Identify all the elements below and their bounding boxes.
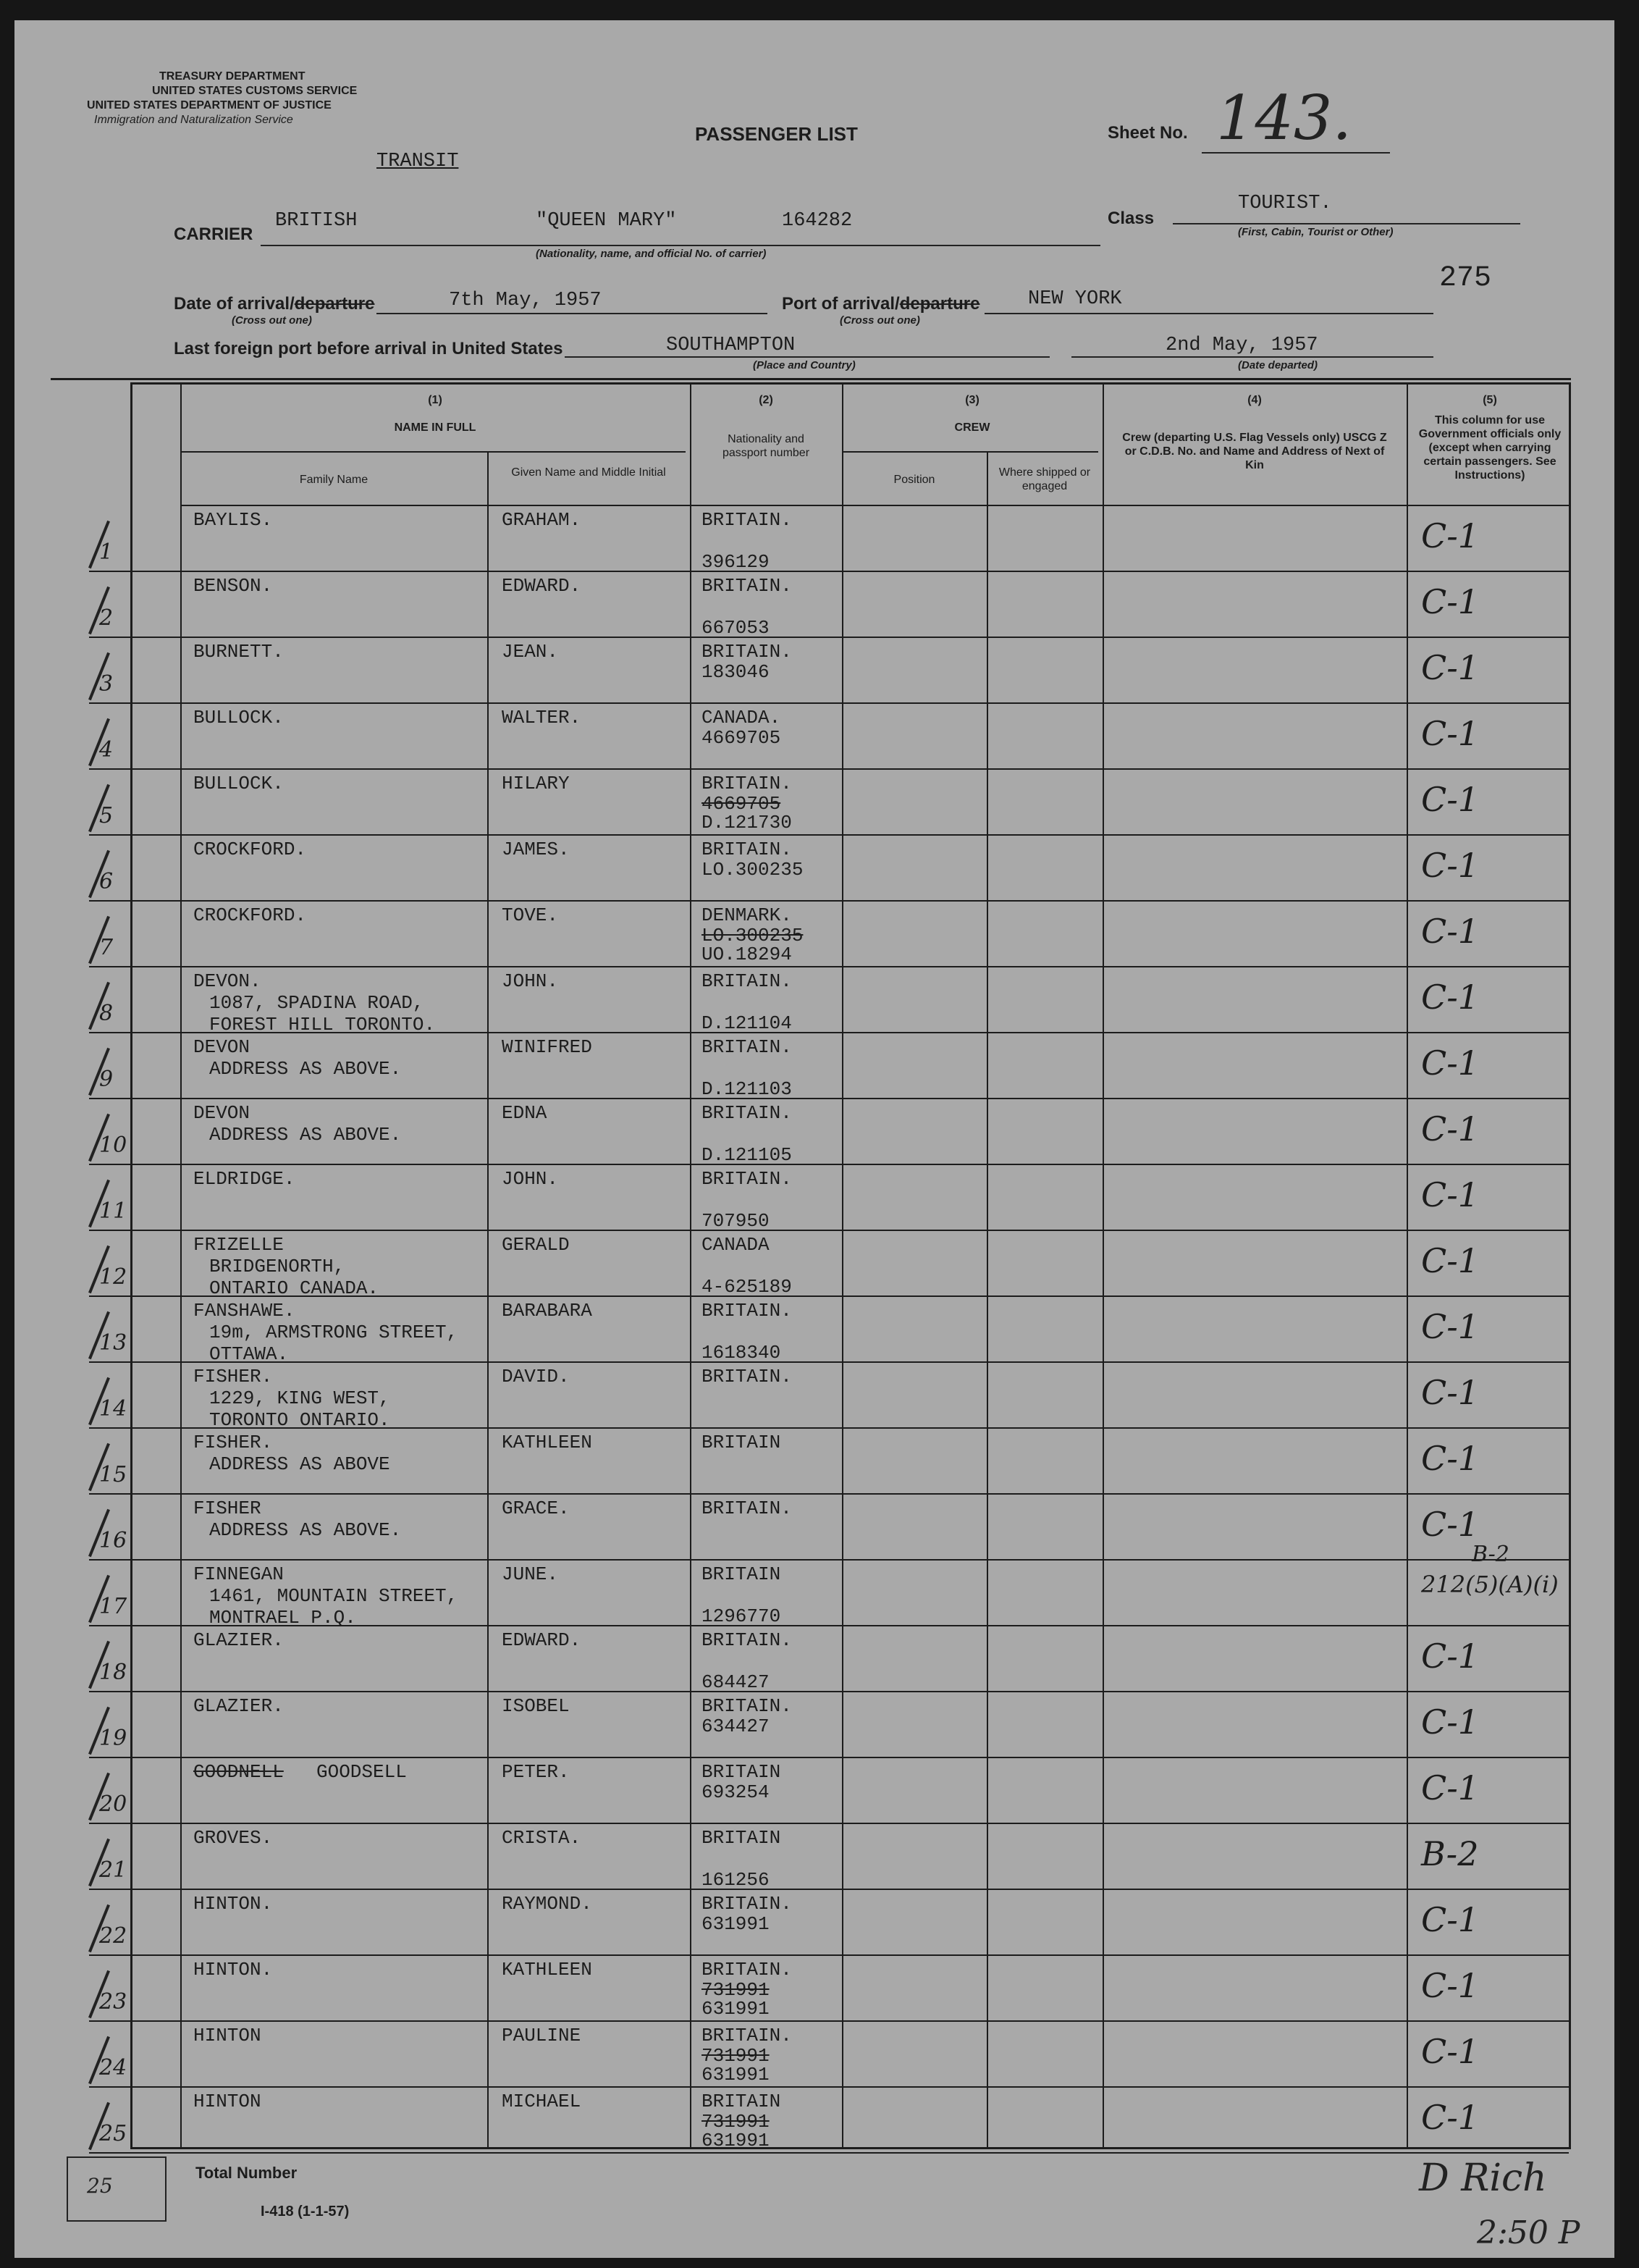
given-name-header: Given Name and Middle Initial bbox=[511, 466, 666, 479]
family-name: BULLOCK. bbox=[193, 773, 284, 794]
position-header: Position bbox=[893, 474, 935, 486]
table-row bbox=[99, 702, 1569, 769]
given-name: JUNE. bbox=[502, 1563, 559, 1585]
col4-title: Crew (departing U.S. Flag Vessels only) USCG Z or C.D.B. No. and Name and Address of Next of Kin bbox=[1122, 432, 1387, 471]
passport-struck: 731991 bbox=[701, 2045, 770, 2067]
official-mark: C-1 bbox=[1421, 1966, 1480, 2005]
family-name: FISHER. bbox=[193, 1432, 273, 1453]
address: 1087, SPADINA ROAD, FOREST HILL TORONTO. bbox=[209, 992, 436, 1036]
nationality: BRITAIN. bbox=[701, 1036, 792, 1058]
row-number: 10 bbox=[99, 1133, 127, 1158]
table-row bbox=[99, 1427, 1569, 1494]
given-name: GRAHAM. bbox=[502, 509, 581, 531]
passport-number: LO.300235 bbox=[701, 859, 804, 881]
passport-number: 183046 bbox=[701, 661, 770, 683]
given-name: EDWARD. bbox=[502, 1629, 581, 1651]
carrier-name: "QUEEN MARY" bbox=[536, 210, 677, 232]
last-port-label: Last foreign port before arrival in United States bbox=[174, 339, 563, 358]
row-number: 18 bbox=[99, 1660, 127, 1685]
port-label-arrival: Port of arrival/ bbox=[782, 294, 900, 314]
col2-number: (2) bbox=[759, 394, 773, 406]
row-number: 8 bbox=[99, 1001, 114, 1026]
row-number: 1 bbox=[99, 539, 114, 565]
sheet-number-underline bbox=[1202, 152, 1390, 154]
address: 19m, ARMSTRONG STREET, OTTAWA. bbox=[209, 1322, 458, 1365]
col3-number: (3) bbox=[965, 394, 979, 406]
given-name: TOVE. bbox=[502, 904, 559, 926]
given-name: WALTER. bbox=[502, 707, 581, 728]
official-mark: C-1 bbox=[1421, 1439, 1480, 1478]
passport-number: D.121104 bbox=[701, 1012, 792, 1034]
family-name: GOODSELL bbox=[316, 1761, 407, 1783]
row-number: 6 bbox=[99, 869, 114, 894]
given-name: GRACE. bbox=[502, 1498, 570, 1519]
official-mark: C-1 bbox=[1421, 1702, 1480, 1742]
nationality: BRITAIN. bbox=[701, 509, 792, 531]
row-number: 12 bbox=[99, 1264, 127, 1290]
given-name: EDNA bbox=[502, 1102, 547, 1124]
official-mark: C-1 bbox=[1421, 780, 1480, 819]
family-name: FRIZELLE bbox=[193, 1234, 284, 1256]
passport-struck: 731991 bbox=[701, 2111, 770, 2133]
agency-line: TREASURY DEPARTMENT bbox=[159, 70, 306, 83]
date-underline bbox=[376, 313, 767, 314]
row-number: 22 bbox=[99, 1923, 127, 1949]
departed-caption: (Date departed) bbox=[1238, 359, 1318, 371]
family-name: DEVON. bbox=[193, 970, 261, 992]
col5-number: (5) bbox=[1483, 394, 1497, 406]
row-number: 9 bbox=[99, 1067, 114, 1092]
where-shipped-header: Where shipped or engaged bbox=[998, 466, 1091, 492]
row-number: 14 bbox=[99, 1396, 127, 1421]
official-mark: C-1 bbox=[1421, 978, 1480, 1017]
given-name: KATHLEEN bbox=[502, 1959, 592, 1981]
nationality: DENMARK. bbox=[701, 904, 792, 926]
row-number: 4 bbox=[99, 737, 114, 763]
given-name: JAMES. bbox=[502, 839, 570, 860]
col2-title: Nationality and passport number bbox=[722, 433, 810, 459]
given-name: KATHLEEN bbox=[502, 1432, 592, 1453]
col5-title: This column for use Government officials only (except when carrying certain passengers. See Instructions) bbox=[1418, 414, 1562, 482]
count-stamp: 275 bbox=[1439, 262, 1492, 295]
departed-underline bbox=[1071, 356, 1433, 358]
header-divider bbox=[842, 451, 1098, 453]
row-number: 15 bbox=[99, 1462, 127, 1487]
address: BRIDGENORTH, ONTARIO CANADA. bbox=[209, 1256, 379, 1299]
sheet-number: 143. bbox=[1216, 83, 1352, 154]
official-mark: C-1 bbox=[1421, 516, 1480, 555]
family-name: CROCKFORD. bbox=[193, 839, 307, 860]
table-row bbox=[99, 768, 1569, 835]
agency-header bbox=[65, 70, 442, 127]
page-title: PASSENGER LIST bbox=[695, 123, 858, 145]
row-number: 16 bbox=[99, 1528, 127, 1553]
official-mark: B-2 bbox=[1421, 1834, 1479, 1873]
given-name: WINIFRED bbox=[502, 1036, 592, 1058]
official-mark: C-1 bbox=[1421, 1241, 1480, 1280]
port-caption: (Cross out one) bbox=[840, 314, 920, 327]
port-value: NEW YORK bbox=[1028, 288, 1122, 310]
nationality: BRITAIN. bbox=[701, 839, 792, 860]
header-divider bbox=[180, 451, 686, 453]
address: ADDRESS AS ABOVE. bbox=[209, 1519, 402, 1541]
signature-note: 2:50 P bbox=[1477, 2214, 1580, 2251]
sheet-number-label: Sheet No. bbox=[1108, 123, 1188, 143]
nationality: BRITAIN. bbox=[701, 1959, 792, 1981]
row-number: 3 bbox=[99, 671, 114, 697]
passport-number: UO.18294 bbox=[701, 944, 792, 965]
row-number: 7 bbox=[99, 935, 114, 960]
family-name: FISHER bbox=[193, 1498, 261, 1519]
class-label: Class bbox=[1108, 209, 1155, 228]
official-mark: C-1 bbox=[1421, 1900, 1480, 1939]
family-name: HINTON. bbox=[193, 1893, 273, 1915]
official-mark: 212(5)(A)(i) bbox=[1421, 1571, 1559, 1598]
family-name: GLAZIER. bbox=[193, 1629, 284, 1651]
table-row bbox=[99, 966, 1569, 1036]
family-name: ELDRIDGE. bbox=[193, 1168, 295, 1190]
port-label bbox=[782, 294, 979, 314]
official-mark: C-1 bbox=[1421, 1505, 1480, 1544]
address: ADDRESS AS ABOVE. bbox=[209, 1058, 402, 1080]
date-label-arrival: Date of arrival/ bbox=[174, 294, 295, 314]
port-label-departure: departure bbox=[899, 294, 980, 314]
passport-number: 634427 bbox=[701, 1715, 770, 1737]
table-row bbox=[99, 637, 1569, 703]
given-name: PAULINE bbox=[502, 2025, 581, 2046]
table-row bbox=[99, 834, 1569, 901]
family-name: BULLOCK. bbox=[193, 707, 284, 728]
form-number: I-418 (1-1-57) bbox=[261, 2204, 350, 2219]
passport-number: D.121730 bbox=[701, 812, 792, 833]
family-name: BAYLIS. bbox=[193, 509, 273, 531]
nationality: BRITAIN. bbox=[701, 2025, 792, 2046]
table-row bbox=[99, 1954, 1569, 2021]
family-name: GROVES. bbox=[193, 1827, 273, 1849]
last-port-value: SOUTHAMPTON bbox=[666, 335, 796, 356]
carrier-number: 164282 bbox=[782, 210, 853, 232]
carrier-caption: (Nationality, name, and official No. of carrier) bbox=[536, 248, 767, 260]
departed-value: 2nd May, 1957 bbox=[1166, 335, 1318, 356]
table-row bbox=[99, 1032, 1569, 1100]
official-mark: C-1 bbox=[1421, 912, 1480, 951]
nationality: BRITAIN. bbox=[701, 1498, 792, 1519]
address: ADDRESS AS ABOVE bbox=[209, 1453, 390, 1475]
nationality: BRITAIN. bbox=[701, 1300, 792, 1322]
transit-stamp: TRANSIT bbox=[376, 151, 459, 172]
family-name: FISHER. bbox=[193, 1366, 273, 1387]
col3-title: CREW bbox=[954, 421, 990, 434]
row-number: 5 bbox=[99, 803, 114, 828]
passport-number: 1618340 bbox=[701, 1342, 781, 1364]
official-mark: C-1 bbox=[1421, 846, 1480, 885]
given-name: PETER. bbox=[502, 1761, 570, 1783]
nationality: BRITAIN. bbox=[701, 575, 792, 597]
table-row bbox=[99, 1542, 1569, 1629]
table-row bbox=[99, 1164, 1569, 1232]
official-mark: C-1 bbox=[1421, 714, 1480, 753]
nationality: BRITAIN. bbox=[701, 1102, 792, 1124]
col1-number: (1) bbox=[428, 394, 442, 406]
given-name: BARABARA bbox=[502, 1300, 592, 1322]
passport-struck: LO.300235 bbox=[701, 925, 804, 946]
family-name: FANSHAWE. bbox=[193, 1300, 295, 1322]
passport-number: 667053 bbox=[701, 617, 770, 639]
given-name: JOHN. bbox=[502, 1168, 559, 1190]
given-name: JOHN. bbox=[502, 970, 559, 992]
passport-number: 631991 bbox=[701, 1998, 770, 2020]
passport-number: 684427 bbox=[701, 1671, 770, 1693]
family-name: GLAZIER. bbox=[193, 1695, 284, 1717]
passport-number: D.121103 bbox=[701, 1078, 792, 1100]
nationality: CANADA. bbox=[701, 707, 781, 728]
nationality: BRITAIN bbox=[701, 2091, 781, 2112]
table-row bbox=[99, 1625, 1569, 1693]
nationality: BRITAIN. bbox=[701, 970, 792, 992]
row-number: 23 bbox=[99, 1989, 127, 2015]
nationality: BRITAIN. bbox=[701, 1366, 792, 1387]
given-name: ISOBEL bbox=[502, 1695, 570, 1717]
total-box bbox=[67, 2156, 167, 2222]
family-name-header: Family Name bbox=[299, 474, 368, 486]
official-mark: C-1 bbox=[1421, 1373, 1480, 1412]
given-name: GERALD bbox=[502, 1234, 570, 1256]
row-number: 20 bbox=[99, 1792, 127, 1817]
agency-line: UNITED STATES DEPARTMENT OF JUSTICE bbox=[87, 99, 332, 112]
port-underline bbox=[985, 313, 1433, 314]
table-row bbox=[99, 1493, 1569, 1560]
passport-number: 396129 bbox=[701, 551, 770, 573]
table-row bbox=[99, 1889, 1569, 1955]
given-name: EDWARD. bbox=[502, 575, 581, 597]
agency-line: UNITED STATES CUSTOMS SERVICE bbox=[152, 85, 358, 97]
address: ADDRESS AS ABOVE. bbox=[209, 1124, 402, 1146]
family-name: BURNETT. bbox=[193, 641, 284, 663]
table-row bbox=[99, 2020, 1569, 2087]
nationality: BRITAIN bbox=[701, 1563, 781, 1585]
date-caption: (Cross out one) bbox=[232, 314, 312, 327]
given-name: CRISTA. bbox=[502, 1827, 581, 1849]
official-mark: C-1 bbox=[1421, 2032, 1480, 2071]
table-row bbox=[99, 1295, 1569, 1365]
passport-number: 4669705 bbox=[701, 727, 781, 749]
passport-number: 4-625189 bbox=[701, 1276, 792, 1298]
nationality: BRITAIN bbox=[701, 1827, 781, 1849]
row-number: 25 bbox=[99, 2121, 127, 2146]
col4-number: (4) bbox=[1247, 394, 1262, 406]
header-rule bbox=[51, 378, 1571, 380]
class-underline bbox=[1173, 223, 1520, 224]
table-row bbox=[99, 1691, 1569, 1757]
passport-number: 707950 bbox=[701, 1210, 770, 1232]
class-caption: (First, Cabin, Tourist or Other) bbox=[1238, 226, 1394, 238]
passport-struck: 731991 bbox=[701, 1979, 770, 2001]
date-value: 7th May, 1957 bbox=[449, 290, 602, 311]
carrier-nationality: BRITISH bbox=[275, 210, 358, 232]
passenger-list-sheet bbox=[14, 20, 1614, 2258]
row-number: 21 bbox=[99, 1857, 127, 1883]
address: 1461, MOUNTAIN STREET, MONTRAEL P.Q. bbox=[209, 1585, 458, 1629]
passport-number: 693254 bbox=[701, 1781, 770, 1803]
nationality: BRITAIN. bbox=[701, 641, 792, 663]
total-label: Total Number bbox=[195, 2164, 298, 2182]
passport-number: D.121105 bbox=[701, 1144, 792, 1166]
family-name: BENSON. bbox=[193, 575, 273, 597]
address: 1229, KING WEST, TORONTO ONTARIO. bbox=[209, 1387, 390, 1431]
passport-number: 1296770 bbox=[701, 1605, 781, 1627]
class-value: TOURIST. bbox=[1238, 193, 1332, 214]
nationality: BRITAIN. bbox=[701, 1629, 792, 1651]
given-name: JEAN. bbox=[502, 641, 559, 663]
inspector-signature: D Rich bbox=[1419, 2156, 1547, 2200]
last-port-underline bbox=[565, 356, 1050, 358]
row-number: 2 bbox=[99, 605, 114, 631]
total-value: 25 bbox=[87, 2174, 113, 2198]
row-number: 11 bbox=[99, 1198, 127, 1224]
table-row bbox=[99, 1823, 1569, 1891]
family-name-struck: GOODNELL bbox=[193, 1761, 284, 1783]
table-row bbox=[99, 1757, 1569, 1823]
passport-struck: 4669705 bbox=[701, 793, 781, 815]
family-name: CROCKFORD. bbox=[193, 904, 307, 926]
official-mark: C-1 bbox=[1421, 1109, 1480, 1148]
official-mark: C-1 bbox=[1421, 1043, 1480, 1083]
last-port-caption: (Place and Country) bbox=[753, 359, 856, 371]
row-number: 17 bbox=[99, 1594, 127, 1619]
nationality: BRITAIN bbox=[701, 1432, 781, 1453]
passport-number: 631991 bbox=[701, 2130, 770, 2151]
given-name: HILARY bbox=[502, 773, 570, 794]
carrier-underline bbox=[261, 245, 1100, 246]
family-name: FINNEGAN bbox=[193, 1563, 284, 1585]
official-mark: C-1 bbox=[1421, 1175, 1480, 1214]
official-mark: C-1 bbox=[1421, 2098, 1480, 2137]
passport-number: 631991 bbox=[701, 1913, 770, 1935]
row-number: 19 bbox=[99, 1726, 127, 1751]
col1-title: NAME IN FULL bbox=[394, 421, 476, 434]
passport-number: 161256 bbox=[701, 1869, 770, 1891]
official-mark: C-1 bbox=[1421, 1307, 1480, 1346]
date-label bbox=[174, 294, 374, 314]
official-mark: C-1 bbox=[1421, 582, 1480, 621]
nationality: BRITAIN. bbox=[701, 773, 792, 794]
table-row bbox=[99, 571, 1569, 639]
table-row bbox=[99, 900, 1569, 967]
official-mark: C-1 bbox=[1421, 648, 1480, 687]
official-mark: C-1 bbox=[1421, 1637, 1480, 1676]
row-number: 24 bbox=[99, 2055, 127, 2080]
nationality: BRITAIN. bbox=[701, 1893, 792, 1915]
official-mark: C-1 bbox=[1421, 1768, 1480, 1807]
table-row bbox=[99, 1230, 1569, 1299]
nationality: BRITAIN bbox=[701, 1761, 781, 1783]
carrier-label: CARRIER bbox=[174, 224, 253, 244]
given-name: RAYMOND. bbox=[502, 1893, 592, 1915]
family-name: DEVON bbox=[193, 1036, 250, 1058]
table-row bbox=[99, 1361, 1569, 1431]
family-name: DEVON bbox=[193, 1102, 250, 1124]
row-number: 13 bbox=[99, 1330, 127, 1356]
nationality: CANADA bbox=[701, 1234, 770, 1256]
table-row bbox=[99, 505, 1569, 573]
passport-number: 631991 bbox=[701, 2064, 770, 2086]
official-mark-top: B-2 bbox=[1472, 1542, 1509, 1567]
family-name: HINTON bbox=[193, 2025, 261, 2046]
nationality: BRITAIN. bbox=[701, 1695, 792, 1717]
given-name: MICHAEL bbox=[502, 2091, 581, 2112]
family-name: HINTON. bbox=[193, 1959, 273, 1981]
agency-line: Immigration and Naturalization Service bbox=[94, 114, 293, 126]
nationality: BRITAIN. bbox=[701, 1168, 792, 1190]
table-row bbox=[99, 1098, 1569, 1166]
row-divider bbox=[89, 2152, 1569, 2154]
passenger-table bbox=[99, 382, 1571, 2151]
date-label-departure: departure bbox=[294, 294, 375, 314]
given-name: DAVID. bbox=[502, 1366, 570, 1387]
family-name: HINTON bbox=[193, 2091, 261, 2112]
table-row bbox=[99, 2086, 1569, 2153]
